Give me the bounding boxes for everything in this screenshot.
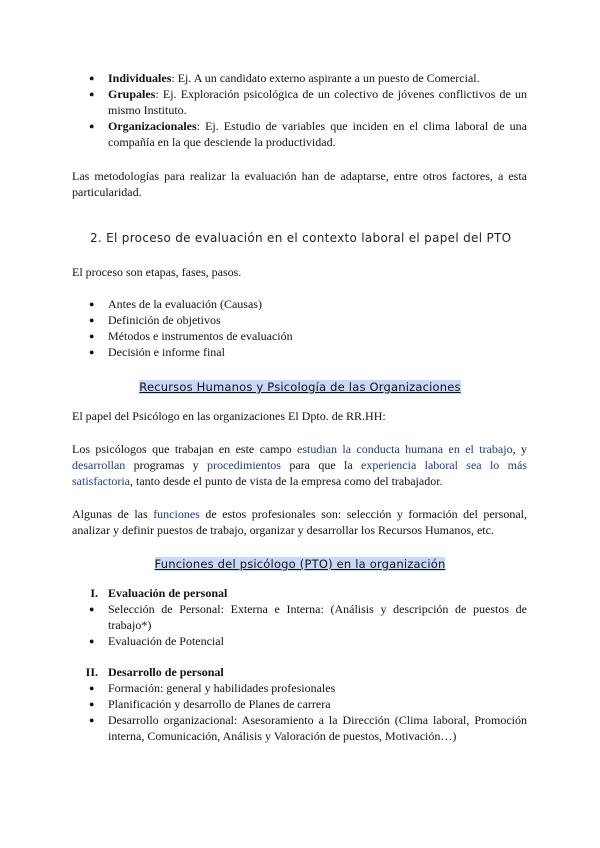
highlight-text: estudian la conducta humana en el trabajo	[297, 442, 513, 456]
list-item-text: Formación: general y habilidades profesionales	[108, 681, 336, 695]
process-steps-list	[72, 296, 527, 360]
list-item	[72, 712, 527, 744]
section-II	[72, 664, 527, 744]
paragraph-proceso: El proceso son etapas, fases, pasos.	[72, 265, 242, 279]
paragraph-funciones	[72, 506, 527, 538]
section-title-rrhh-wrapper	[0, 376, 600, 395]
list-item	[72, 601, 527, 633]
list-item-term: Organizacionales	[108, 119, 197, 133]
bullet-icon: ●	[89, 315, 95, 325]
bullet-icon: ●	[89, 683, 95, 693]
highlight-text: desarrollan	[72, 458, 126, 472]
section-title: Desarrollo de personal	[108, 665, 224, 679]
text-run: de estos profesionales son: selección y formación del personal, analizar y definir puestos de trabajo, organizar y desarrollar los Recursos Humanos, etc.	[72, 507, 528, 537]
section-I	[72, 585, 527, 649]
list-item-text: : Ej. Exploración psicológica de un colectivo de jóvenes conflictivos de un mismo Instituto.	[108, 87, 527, 117]
text-run: , tanto desde el punto de vista de la empresa como del trabajador.	[129, 474, 443, 488]
list-item-term: Individuales	[108, 71, 172, 85]
paragraph-psicologos	[72, 441, 527, 489]
list-item-term: Grupales	[108, 87, 156, 101]
evaluation-types-list	[72, 70, 527, 150]
list-item-text: Métodos e instrumentos de evaluación	[108, 329, 293, 343]
section-title-rrhh: Recursos Humanos y Psicología de las Organizaciones	[139, 380, 461, 394]
bullet-icon: ●	[89, 331, 95, 341]
list-item	[72, 328, 527, 344]
text-run: para que la	[280, 458, 361, 472]
list-item-text: Selección de Personal: Externa e Interna: (Análisis y descripción de puestos de trabajo*)	[108, 602, 527, 632]
section-number: I.	[90, 586, 98, 600]
list-item	[72, 344, 527, 360]
bullet-icon: ●	[89, 89, 95, 99]
list-item-text: : Ej. Estudio de variables que inciden en el clima laboral de una compañía en la que desciende la productividad.	[108, 119, 527, 149]
highlight-text: procedimientos	[207, 458, 281, 472]
list-item-text: : Ej. A un candidato externo aspirante a un puesto de Comercial.	[171, 71, 480, 85]
section-title-funciones-wrapper	[0, 553, 600, 572]
list-item	[72, 696, 527, 712]
paragraph-metodologias: Las metodologías para realizar la evaluación han de adaptarse, entre otros factores, a esta particularidad.	[72, 169, 527, 199]
highlight-text: funciones	[153, 507, 200, 521]
text-run: Algunas de las	[72, 507, 154, 521]
list-item	[72, 70, 527, 86]
list-item-text: Planificación y desarrollo de Planes de carrera	[108, 697, 331, 711]
section-title-funciones: Funciones del psicólogo (PTO) en la organización	[154, 557, 446, 571]
bullet-icon: ●	[89, 699, 95, 709]
bullet-icon: ●	[89, 73, 95, 83]
highlight-text: experiencia laboral sea lo más satisfactoria	[72, 458, 527, 488]
text-run: Los psicólogos que trabajan en este campo	[72, 442, 297, 456]
section-title: Evaluación de personal	[108, 586, 228, 600]
text-run: programas y	[125, 458, 207, 472]
list-item	[72, 633, 527, 649]
bullet-icon: ●	[89, 604, 95, 614]
list-item	[72, 86, 527, 118]
bullet-icon: ●	[89, 299, 95, 309]
bullet-icon: ●	[89, 121, 95, 131]
text-run: , y	[512, 442, 527, 456]
list-item-text: Antes de la evaluación (Causas)	[108, 297, 262, 311]
list-item-text: Decisión e informe final	[108, 345, 225, 359]
list-item	[72, 118, 527, 150]
bullet-icon: ●	[89, 715, 95, 725]
section-number: II.	[85, 665, 98, 679]
list-item-text: Desarrollo organizacional: Asesoramiento a la Dirección (Clima laboral, Promoción interna, Comunicación, Análisis y Valoración de puestos, Motivación…)	[108, 713, 527, 743]
list-item	[72, 296, 527, 312]
bullet-icon: ●	[89, 347, 95, 357]
list-item	[72, 680, 527, 696]
section-heading-2: 2. El proceso de evaluación en el contexto laboral el papel del PTO	[90, 231, 512, 245]
list-item	[72, 312, 527, 328]
paragraph-papel: El papel del Psicólogo en las organizaciones El Dpto. de RR.HH:	[72, 409, 386, 423]
list-item-text: Evaluación de Potencial	[108, 634, 224, 648]
list-item-text: Definición de objetivos	[108, 313, 221, 327]
bullet-icon: ●	[89, 636, 95, 646]
